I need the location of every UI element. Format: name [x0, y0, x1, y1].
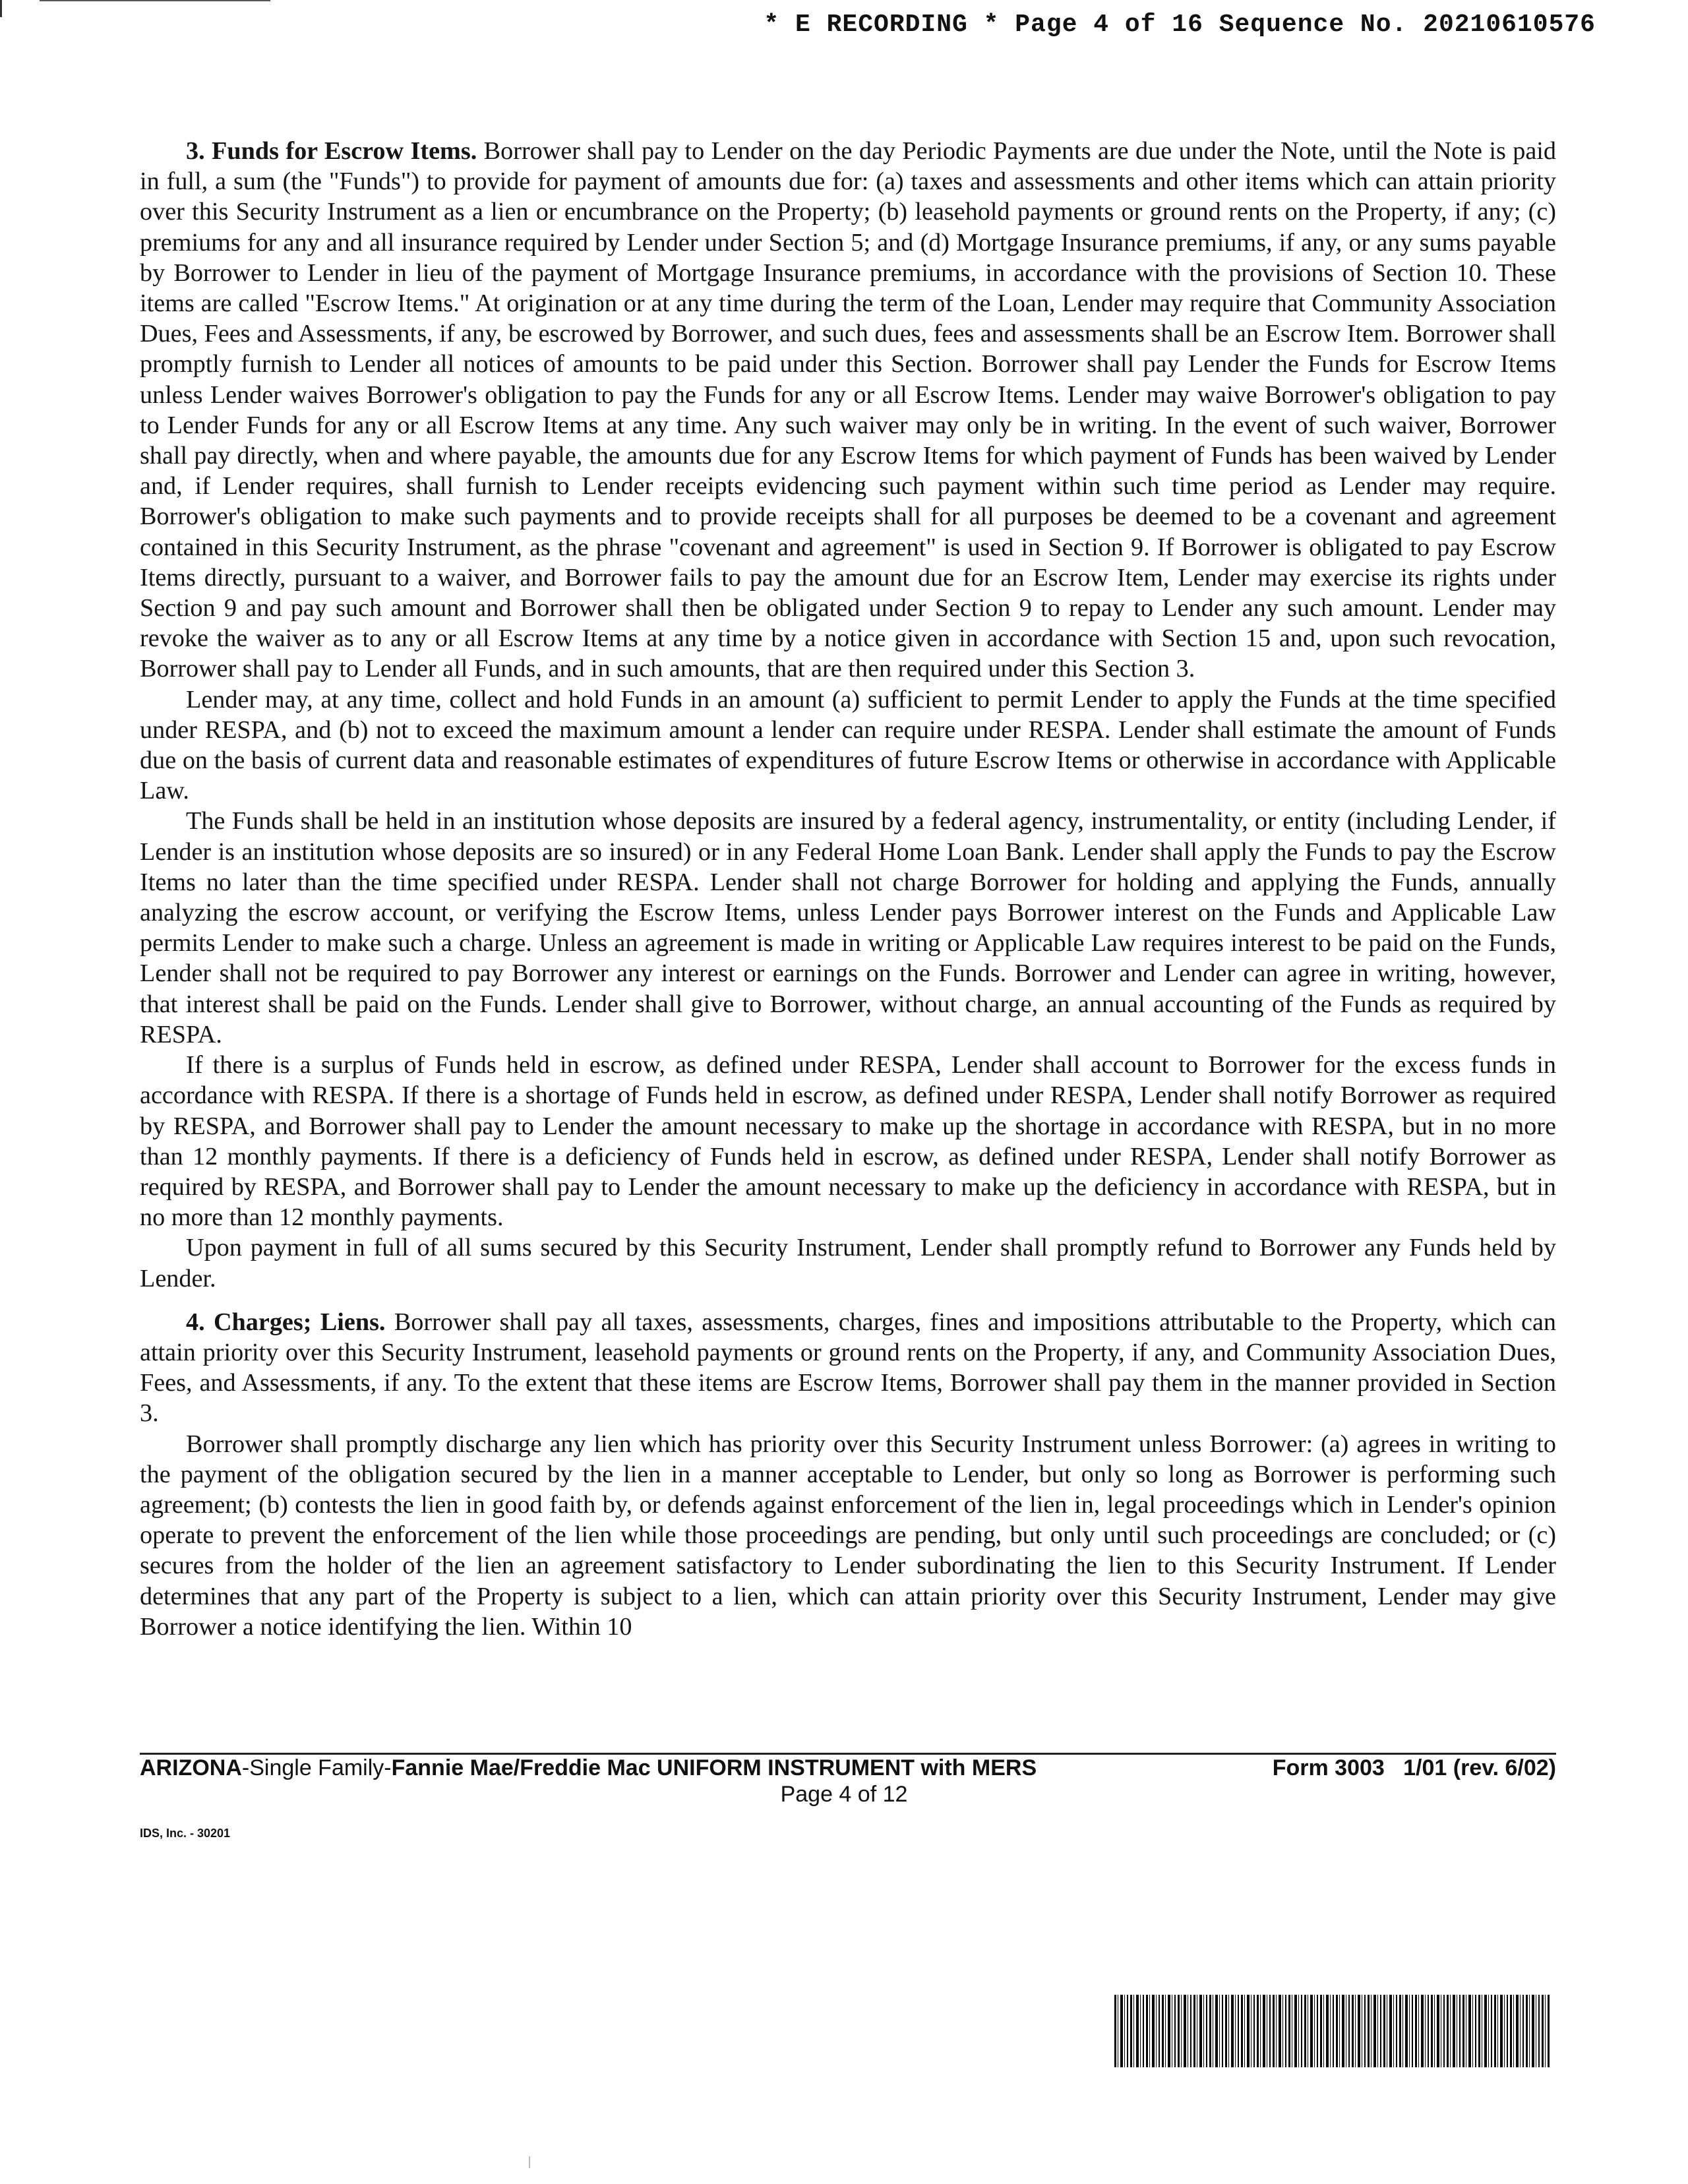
footer-description-regular: -Single Family-	[241, 1755, 392, 1780]
footer-ids: IDS, Inc. - 30201	[140, 1827, 231, 1840]
footer-form-number: Form 3003 1/01 (rev. 6/02)	[1272, 1755, 1556, 1780]
section-3-text-1: Borrower shall pay to Lender on the day Periodic Payments are due under the Note, until the Note is paid in full, a sum (the "Funds") to provide for payment of amounts due for: (a) taxes and assessments and other items which can attain priority over this Security Instrument as a lien or encumbrance on the Property; (b) leasehold payments or ground rents on the Property, if any; (c) premiums for any and all insurance required by Lender under Section 5; and (d) Mortgage Insurance premiums, if any, or any sums payable by Borrower to Lender in lieu of the payment of Mortgage Insurance premiums, in accordance with the provisions of Section 10. These items are called "Escrow Items." At origination or at any time during the term of the Loan, Lender may require that Community Association Dues, Fees and Assessments, if any, be escrowed by Borrower, and such dues, fees and assessments shall be an Escrow Item. Borrower shall promptly furnish to Lender all notices of amounts to be paid under this Section. Borrower shall pay Lender the Funds for Escrow Items unless Lender waives Borrower's obligation to pay the Funds for any or all Escrow Items. Lender may waive Borrower's obligation to pay to Lender Funds for any or all Escrow Items at any time. Any such waiver may only be in writing. In the event of such waiver, Borrower shall pay directly, when and where payable, the amounts due for any Escrow Items for which payment of Funds has been waived by Lender and, if Lender requires, shall furnish to Lender receipts evidencing such payment within such time period as Lender may require. Borrower's obligation to make such payments and to provide receipts shall for all purposes be deemed to be a covenant and agreement contained in this Security Instrument, as the phrase "covenant and agreement" is used in Section 9. If Borrower is obligated to pay Escrow Items directly, pursuant to a waiver, and Borrower fails to pay the amount due for an Escrow Item, Lender may exercise its rights under Section 9 and pay such amount and Borrower shall then be obligated under Section 9 to repay to Lender any such amount. Lender may revoke the waiver as to any or all Escrow Items at any time by a notice given in accordance with Section 15 and, upon such revocation, Borrower shall pay to Lender all Funds, and in such amounts, that are then required under this Section 3.	[140, 137, 1557, 683]
footer-page-number: Page 4 of 12	[780, 1782, 908, 1807]
footer-description-bold: Fannie Mae/Freddie Mac UNIFORM INSTRUMENT with MERS	[391, 1755, 1037, 1780]
recording-header: * E RECORDING * Page 4 of 16 Sequence No. 20210610576	[764, 11, 1596, 39]
section-4-paragraph-2: Borrower shall promptly discharge any lien which has priority over this Security Instrument unless Borrower: (a) agrees in writing to the payment of the obligation secured by the lien in a manner acceptable to Lender, but only so long as Borrower is performing such agreement; (b) contests the lien in good faith by, or defends against enforcement of the lien in, legal proceedings which in Lender's opinion operate to prevent the enforcement of the lien while those proceedings are pending, but only until such proceedings are concluded; or (c) secures from the holder of the lien an agreement satisfactory to Lender subordinating the lien to this Security Instrument. If Lender determines that any part of the Property is subject to a lien, which can attain priority over this Security Instrument, Lender may give Borrower a notice identifying the lien. Within 10	[140, 1430, 1556, 1641]
scan-top-rule	[40, 0, 270, 1]
section-4-heading: 4. Charges; Liens.	[186, 1308, 386, 1336]
section-4-text-1: Borrower shall pay all taxes, assessments, charges, fines and impositions attributable to the Property, which can attain priority over this Security Instrument, leasehold payments or ground rents on the Property, if any, and Community Association Dues, Fees, and Assessments, if any. To the extent that these items are Escrow Items, Borrower shall pay them in the manner provided in Section 3.	[140, 1308, 1557, 1428]
footer-state: ARIZONA	[140, 1755, 242, 1780]
document-body	[140, 136, 1556, 1642]
scan-artifact	[529, 2156, 530, 2168]
footer-form-description	[140, 1754, 1037, 1782]
section-4-paragraph-1	[140, 1307, 1556, 1429]
scan-edge-mark	[0, 0, 2, 17]
section-3-heading: 3. Funds for Escrow Items.	[186, 137, 477, 165]
barcode	[1114, 1995, 1550, 2067]
section-3-paragraph-4: If there is a surplus of Funds held in escrow, as defined under RESPA, Lender shall account to Borrower for the excess funds in accordance with RESPA. If there is a shortage of Funds held in escrow, as defined under RESPA, Lender shall notify Borrower as required by RESPA, and Borrower shall pay to Lender the amount necessary to make up the shortage in accordance with RESPA, but in no more than 12 monthly payments. If there is a deficiency of Funds held in escrow, as defined under RESPA, Lender shall notify Borrower as required by RESPA, and Borrower shall pay to Lender the amount necessary to make up the deficiency in accordance with RESPA, but in no more than 12 monthly payments.	[140, 1051, 1556, 1232]
section-3-paragraph-1	[140, 136, 1556, 684]
section-3-paragraph-2: Lender may, at any time, collect and hold Funds in an amount (a) sufficient to permit Lender to apply the Funds at the time specified under RESPA, and (b) not to exceed the maximum amount a lender can require under RESPA. Lender shall estimate the amount of Funds due on the basis of current data and reasonable estimates of expenditures of future Escrow Items or otherwise in accordance with Applicable Law.	[140, 685, 1556, 805]
section-3-paragraph-3: The Funds shall be held in an institution whose deposits are insured by a federal agency, instrumentality, or entity (including Lender, if Lender is an institution whose deposits are so insured) or in any Federal Home Loan Bank. Lender shall apply the Funds to pay the Escrow Items no later than the time specified under RESPA. Lender shall not charge Borrower for holding and applying the Funds, annually analyzing the escrow account, or verifying the Escrow Items, unless Lender pays Borrower interest on the Funds and Applicable Law permits Lender to make such a charge. Unless an agreement is made in writing or Applicable Law requires interest to be paid on the Funds, Lender shall not be required to pay Borrower any interest or earnings on the Funds. Borrower and Lender can agree in writing, however, that interest shall be paid on the Funds. Lender shall give to Borrower, without charge, an annual accounting of the Funds as required by RESPA.	[140, 807, 1556, 1048]
section-3-paragraph-5: Upon payment in full of all sums secured by this Security Instrument, Lender shall promptly refund to Borrower any Funds held by Lender.	[140, 1234, 1556, 1292]
